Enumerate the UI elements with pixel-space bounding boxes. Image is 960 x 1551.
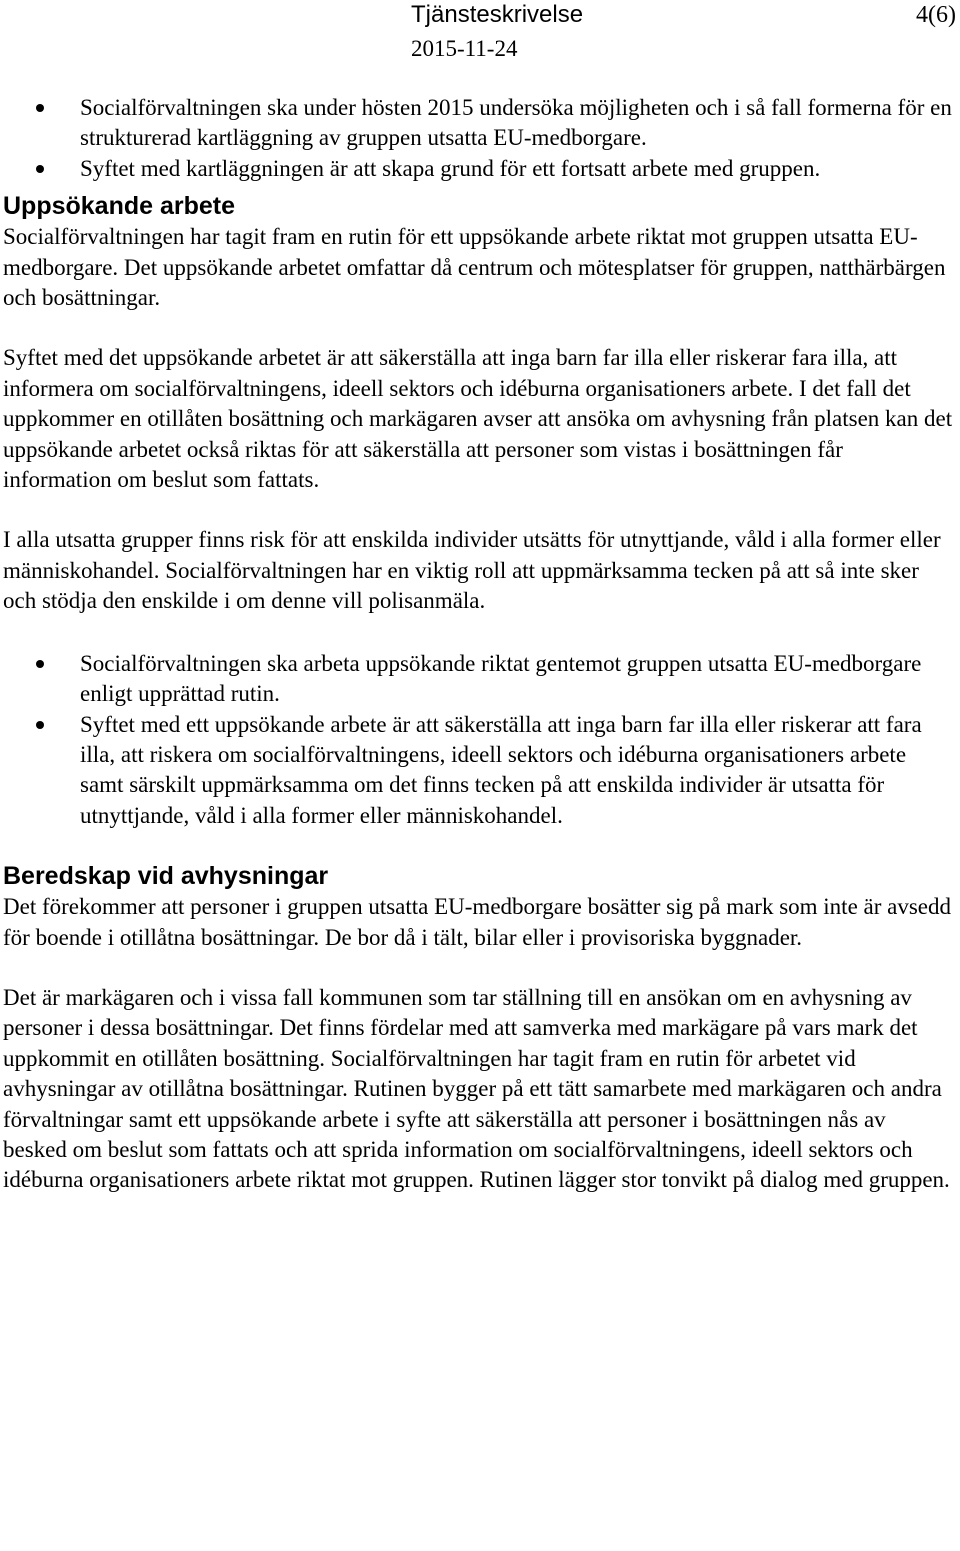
bullet-icon — [36, 721, 44, 729]
document-body — [3, 93, 953, 1196]
section-heading-beredskap: Beredskap vid avhysningar — [3, 862, 329, 891]
paragraph: Socialförvaltningen har tagit fram en rutin för ett uppsökande arbete riktat mot gruppen utsatta EU-medborgare. Det uppsökande arbetet omfattar då centrum och mötesplatser för gruppen, natthärbärgen och bosättningar. — [3, 224, 946, 311]
paragraph: Det är markägaren och i vissa fall kommunen som tar ställning till en ansökan om en avhysning av personer i dessa bosättningar. Det finns fördelar med att samverka med markägare på vars mark det uppkommit en otillåten bosättning. Socialförvaltningen har tagit fram en rutin för arbetet vid avhysningar av otillåtna bosättningar. Rutinen bygger på ett tätt samarbete med markägaren och andra förvaltningar samt ett uppsökande arbete i syfte att säkerställa att personer i bosättningen nås av besked om beslut som fattats och att sprida information om socialförvaltningens, ideell sektors och idéburna organisationers arbete riktat mot gruppen. Rutinen lägger stor tonvikt på dialog med gruppen. — [3, 984, 950, 1193]
document-type-title: Tjänsteskrivelse — [411, 1, 584, 28]
bullet-icon — [36, 104, 44, 112]
paragraph: Syftet med det uppsökande arbetet är att säkerställa att inga barn far illa eller riskerar fara illa, att informera om socialförvaltningens, ideell sektors och idéburna organisationers arbete. I det fall det uppkommer en otillåten bosättning och markägaren avser att ansöka om avhysning från platsen kan det uppsökande arbetet också riktas för att säkerställa att personer som vistas i bosättningen får information om beslut som fattats. — [3, 345, 953, 493]
paragraph: I alla utsatta grupper finns risk för att enskilda individer utsätts för utnyttjande, våld i alla former eller människohandel. Socialförvaltningen har en viktig roll att uppmärksamma tecken på att så inte sker och stödja den enskilde i om denne vill polisanmäla. — [3, 527, 941, 614]
list-item — [3, 649, 953, 710]
list-item — [3, 154, 953, 184]
document-date: 2015-11-24 — [411, 36, 518, 61]
paragraph: Det förekommer att personer i gruppen utsatta EU-medborgare bosätter sig på mark som inte är avsedd för boende i otillåtna bosättningar. De bor då i tält, bilar eller i provisoriska byggnader. — [3, 894, 952, 950]
intro-bullet-list — [3, 93, 953, 184]
list-item — [3, 93, 953, 154]
list-item — [3, 710, 953, 832]
list-item-text: Syftet med ett uppsökande arbete är att säkerställa att inga barn far illa eller riskerar att fara illa, att riskera om socialförvaltningens, ideell sektors och idéburna organisationers arbete samt särskilt uppmärksamma om det finns tecken på att enskilda individer är utsatta för utnyttjande, våld i alla former eller människohandel. — [80, 711, 922, 828]
page-number: 4(6) — [916, 2, 956, 28]
list-item-text: Socialförvaltningen ska under hösten 2015 undersöka möjligheten och i så fall formerna för en strukturerad kartläggning av gruppen utsatta EU-medborgare. — [80, 95, 952, 151]
section-heading-uppsokande: Uppsökande arbete — [3, 192, 236, 221]
list-item-text: Syftet med kartläggningen är att skapa grund för ett fortsatt arbete med gruppen. — [80, 155, 821, 181]
bullet-icon — [36, 165, 44, 173]
section1-bullet-list — [3, 649, 953, 831]
bullet-icon — [36, 660, 44, 668]
list-item-text: Socialförvaltningen ska arbeta uppsökande riktat gentemot gruppen utsatta EU-medborgare enligt upprättad rutin. — [80, 650, 922, 707]
